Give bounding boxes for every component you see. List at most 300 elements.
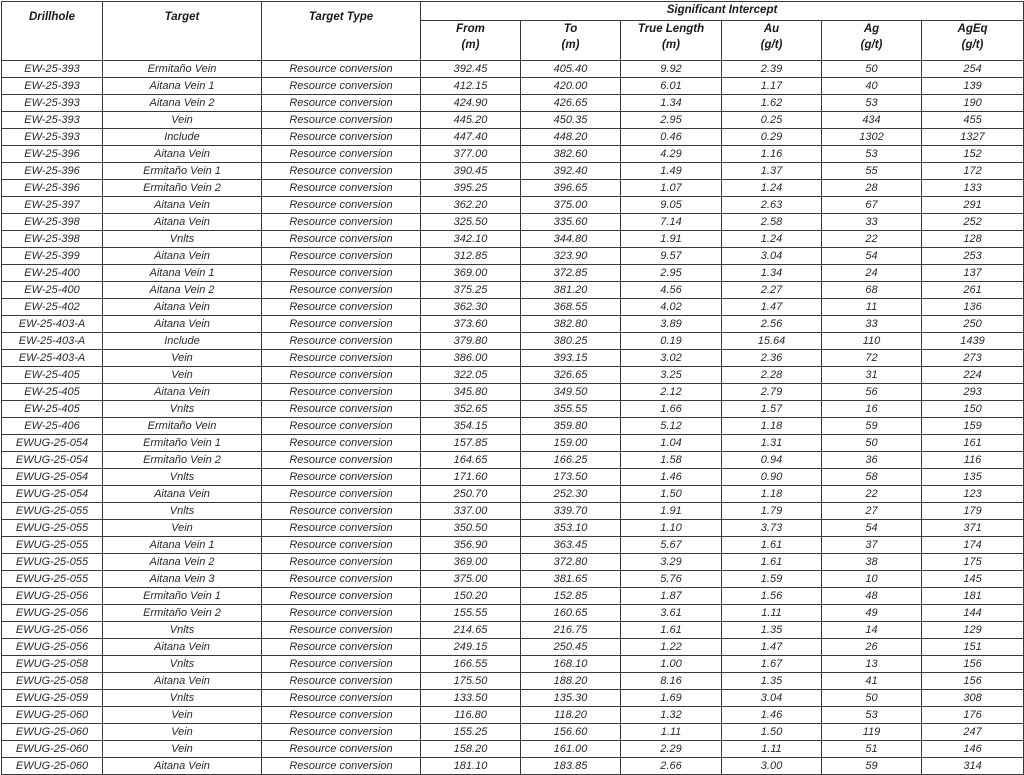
table-row: [2, 299, 1024, 316]
target-type-cell: Resource conversion: [262, 163, 421, 180]
au-cell: 1.67: [722, 656, 822, 673]
ag-cell: 50: [822, 690, 922, 707]
ag-cell: 33: [822, 214, 922, 231]
target-type-cell: Resource conversion: [262, 95, 421, 112]
table-row: [2, 350, 1024, 367]
to-cell: 252.30: [521, 486, 621, 503]
ag-cell: 40: [822, 78, 922, 95]
ag-cell: 22: [822, 486, 922, 503]
from-cell: 250.70: [421, 486, 521, 503]
ageq-cell: 139: [922, 78, 1024, 95]
au-cell: 2.79: [722, 384, 822, 401]
au-cell: 2.58: [722, 214, 822, 231]
table-row: [2, 656, 1024, 673]
drillhole-cell: EWUG-25-058: [2, 673, 103, 690]
ag-cell: 16: [822, 401, 922, 418]
target-type-cell: Resource conversion: [262, 741, 421, 758]
target-type-cell: Resource conversion: [262, 418, 421, 435]
drillhole-cell: EWUG-25-056: [2, 605, 103, 622]
target-type-cell: Resource conversion: [262, 656, 421, 673]
au-cell: 2.39: [722, 61, 822, 78]
true-length-cell: 1.61: [621, 622, 722, 639]
table-row: [2, 316, 1024, 333]
ageq-cell: 371: [922, 520, 1024, 537]
to-cell: 183.85: [521, 758, 621, 775]
drillhole-cell: EW-25-398: [2, 231, 103, 248]
table-row: [2, 180, 1024, 197]
au-cell: 1.56: [722, 588, 822, 605]
true-length-header: [621, 20, 722, 60]
target-type-cell: Resource conversion: [262, 180, 421, 197]
target-cell: Vein: [103, 520, 262, 537]
target-type-cell: Resource conversion: [262, 299, 421, 316]
ageq-cell: 144: [922, 605, 1024, 622]
target-type-cell: Resource conversion: [262, 452, 421, 469]
from-unit: (m): [461, 38, 480, 51]
drillhole-cell: EW-25-403-A: [2, 316, 103, 333]
ageq-cell: 1327: [922, 129, 1024, 146]
drillhole-cell: EWUG-25-060: [2, 707, 103, 724]
target-type-header: Target Type: [262, 2, 421, 61]
target-type-cell: Resource conversion: [262, 486, 421, 503]
target-cell: Vein: [103, 350, 262, 367]
table-row: [2, 112, 1024, 129]
from-cell: 337.00: [421, 503, 521, 520]
true-length-cell: 1.46: [621, 469, 722, 486]
from-cell: 214.65: [421, 622, 521, 639]
au-cell: 1.24: [722, 231, 822, 248]
to-cell: 250.45: [521, 639, 621, 656]
true-length-cell: 2.66: [621, 758, 722, 775]
ageq-cell: 1439: [922, 333, 1024, 350]
au-cell: 2.36: [722, 350, 822, 367]
au-cell: 1.24: [722, 180, 822, 197]
target-header: Target: [103, 2, 262, 61]
to-cell: 381.20: [521, 282, 621, 299]
drillhole-cell: EW-25-396: [2, 163, 103, 180]
au-cell: 2.27: [722, 282, 822, 299]
significant-intercept-header: Significant Intercept: [421, 2, 1024, 21]
from-label: From: [456, 22, 485, 35]
target-type-cell: Resource conversion: [262, 758, 421, 775]
true-length-cell: 4.29: [621, 146, 722, 163]
ageq-cell: 254: [922, 61, 1024, 78]
to-cell: 405.40: [521, 61, 621, 78]
target-cell: Aitana Vein 3: [103, 571, 262, 588]
au-cell: 3.00: [722, 758, 822, 775]
from-cell: 312.85: [421, 248, 521, 265]
to-cell: 355.55: [521, 401, 621, 418]
ageq-cell: 273: [922, 350, 1024, 367]
ageq-cell: 123: [922, 486, 1024, 503]
from-cell: 249.15: [421, 639, 521, 656]
true-length-cell: 0.46: [621, 129, 722, 146]
to-cell: 396.65: [521, 180, 621, 197]
to-cell: 118.20: [521, 707, 621, 724]
ageq-cell: 291: [922, 197, 1024, 214]
au-cell: 1.35: [722, 622, 822, 639]
ag-cell: 31: [822, 367, 922, 384]
drillhole-cell: EWUG-25-059: [2, 690, 103, 707]
from-cell: 157.85: [421, 435, 521, 452]
intercepts-table: [1, 1, 1024, 775]
drillhole-cell: EWUG-25-054: [2, 452, 103, 469]
target-type-cell: Resource conversion: [262, 401, 421, 418]
true-length-cell: 1.69: [621, 690, 722, 707]
target-cell: Include: [103, 333, 262, 350]
ag-cell: 27: [822, 503, 922, 520]
ageq-cell: 247: [922, 724, 1024, 741]
table-row: [2, 486, 1024, 503]
drillhole-cell: EW-25-397: [2, 197, 103, 214]
to-cell: 382.60: [521, 146, 621, 163]
ageq-cell: 190: [922, 95, 1024, 112]
au-cell: 2.56: [722, 316, 822, 333]
ageq-cell: 181: [922, 588, 1024, 605]
from-cell: 386.00: [421, 350, 521, 367]
true-length-cell: 0.19: [621, 333, 722, 350]
from-cell: 345.80: [421, 384, 521, 401]
ageq-cell: 161: [922, 435, 1024, 452]
to-cell: 188.20: [521, 673, 621, 690]
target-cell: Aitana Vein 1: [103, 78, 262, 95]
au-cell: 1.34: [722, 265, 822, 282]
table-row: [2, 384, 1024, 401]
table-row: [2, 231, 1024, 248]
to-cell: 450.35: [521, 112, 621, 129]
drillhole-cell: EW-25-405: [2, 367, 103, 384]
target-type-cell: Resource conversion: [262, 537, 421, 554]
ag-cell: 56: [822, 384, 922, 401]
ageq-cell: 172: [922, 163, 1024, 180]
ageq-cell: 136: [922, 299, 1024, 316]
target-type-cell: Resource conversion: [262, 367, 421, 384]
ag-cell: 72: [822, 350, 922, 367]
from-cell: 369.00: [421, 554, 521, 571]
table-row: [2, 520, 1024, 537]
to-cell: 426.65: [521, 95, 621, 112]
drillhole-cell: EW-25-402: [2, 299, 103, 316]
ag-cell: 67: [822, 197, 922, 214]
table-row: [2, 690, 1024, 707]
au-cell: 0.29: [722, 129, 822, 146]
to-cell: 173.50: [521, 469, 621, 486]
table-row: [2, 129, 1024, 146]
target-type-cell: Resource conversion: [262, 112, 421, 129]
target-cell: Aitana Vein: [103, 197, 262, 214]
to-cell: 156.60: [521, 724, 621, 741]
ag-cell: 53: [822, 95, 922, 112]
to-cell: 392.40: [521, 163, 621, 180]
target-cell: Ermitaño Vein: [103, 418, 262, 435]
true-length-cell: 1.34: [621, 95, 722, 112]
table-row: [2, 588, 1024, 605]
from-cell: 155.25: [421, 724, 521, 741]
table-row: [2, 469, 1024, 486]
au-cell: 1.11: [722, 741, 822, 758]
table-row: [2, 435, 1024, 452]
drillhole-cell: EWUG-25-054: [2, 435, 103, 452]
true-length-cell: 1.04: [621, 435, 722, 452]
au-cell: 1.79: [722, 503, 822, 520]
from-cell: 352.65: [421, 401, 521, 418]
true-length-cell: 2.12: [621, 384, 722, 401]
drillhole-cell: EW-25-393: [2, 95, 103, 112]
table-row: [2, 265, 1024, 282]
true-length-cell: 3.29: [621, 554, 722, 571]
ageq-cell: 253: [922, 248, 1024, 265]
ageq-cell: 159: [922, 418, 1024, 435]
au-cell: 1.61: [722, 554, 822, 571]
drillhole-cell: EW-25-405: [2, 384, 103, 401]
from-cell: 181.10: [421, 758, 521, 775]
from-cell: 445.20: [421, 112, 521, 129]
target-cell: Vnlts: [103, 401, 262, 418]
au-cell: 1.61: [722, 537, 822, 554]
ag-cell: 54: [822, 248, 922, 265]
ag-cell: 22: [822, 231, 922, 248]
from-cell: 350.50: [421, 520, 521, 537]
ag-cell: 53: [822, 146, 922, 163]
target-type-cell: Resource conversion: [262, 333, 421, 350]
true-length-cell: 9.92: [621, 61, 722, 78]
ageq-cell: 146: [922, 741, 1024, 758]
ageq-cell: 314: [922, 758, 1024, 775]
from-cell: 373.60: [421, 316, 521, 333]
target-type-cell: Resource conversion: [262, 61, 421, 78]
true-length-cell: 7.14: [621, 214, 722, 231]
au-cell: 1.47: [722, 299, 822, 316]
ag-cell: 37: [822, 537, 922, 554]
from-cell: 390.45: [421, 163, 521, 180]
true-length-cell: 6.01: [621, 78, 722, 95]
ageq-cell: 252: [922, 214, 1024, 231]
ageq-cell: 179: [922, 503, 1024, 520]
table-row: [2, 95, 1024, 112]
au-cell: 1.62: [722, 95, 822, 112]
true-length-cell: 5.67: [621, 537, 722, 554]
ageq-cell: 156: [922, 673, 1024, 690]
drillhole-cell: EWUG-25-054: [2, 469, 103, 486]
ag-cell: 59: [822, 418, 922, 435]
from-cell: 392.45: [421, 61, 521, 78]
ag-cell: 11: [822, 299, 922, 316]
ageq-cell: 116: [922, 452, 1024, 469]
target-type-cell: Resource conversion: [262, 707, 421, 724]
drillhole-cell: EWUG-25-055: [2, 571, 103, 588]
ag-cell: 110: [822, 333, 922, 350]
au-cell: 1.18: [722, 486, 822, 503]
target-type-cell: Resource conversion: [262, 673, 421, 690]
from-cell: 379.80: [421, 333, 521, 350]
true-length-cell: 2.95: [621, 112, 722, 129]
to-cell: 393.15: [521, 350, 621, 367]
target-type-cell: Resource conversion: [262, 129, 421, 146]
ag-cell: 48: [822, 588, 922, 605]
from-cell: 322.05: [421, 367, 521, 384]
to-cell: 152.85: [521, 588, 621, 605]
ag-cell: 53: [822, 707, 922, 724]
table-row: [2, 503, 1024, 520]
au-cell: 1.18: [722, 418, 822, 435]
true-length-cell: 4.02: [621, 299, 722, 316]
au-cell: 1.35: [722, 673, 822, 690]
au-header: [722, 20, 822, 60]
ag-cell: 41: [822, 673, 922, 690]
ag-cell: 26: [822, 639, 922, 656]
ageq-cell: 150: [922, 401, 1024, 418]
ageq-cell: 175: [922, 554, 1024, 571]
table-row: [2, 622, 1024, 639]
ag-cell: 58: [822, 469, 922, 486]
true-length-cell: 1.07: [621, 180, 722, 197]
au-unit: (g/t): [760, 38, 783, 51]
from-cell: 375.00: [421, 571, 521, 588]
ag-cell: 28: [822, 180, 922, 197]
table-row: [2, 163, 1024, 180]
target-cell: Vein: [103, 367, 262, 384]
target-type-cell: Resource conversion: [262, 605, 421, 622]
table-row: [2, 146, 1024, 163]
target-cell: Vnlts: [103, 231, 262, 248]
from-cell: 133.50: [421, 690, 521, 707]
au-cell: 3.73: [722, 520, 822, 537]
drillhole-cell: EWUG-25-056: [2, 622, 103, 639]
drillhole-cell: EW-25-396: [2, 180, 103, 197]
target-cell: Aitana Vein: [103, 316, 262, 333]
to-header: [521, 20, 621, 60]
target-type-cell: Resource conversion: [262, 214, 421, 231]
drillhole-header: Drillhole: [2, 2, 103, 61]
true-length-cell: 1.91: [621, 231, 722, 248]
to-cell: 344.80: [521, 231, 621, 248]
true-length-cell: 9.57: [621, 248, 722, 265]
drillhole-cell: EWUG-25-056: [2, 639, 103, 656]
target-cell: Aitana Vein: [103, 486, 262, 503]
target-cell: Ermitaño Vein 2: [103, 605, 262, 622]
true-length-cell: 4.56: [621, 282, 722, 299]
to-cell: 363.45: [521, 537, 621, 554]
to-cell: 216.75: [521, 622, 621, 639]
table-row: [2, 639, 1024, 656]
drillhole-cell: EWUG-25-060: [2, 758, 103, 775]
true-length-cell: 1.22: [621, 639, 722, 656]
to-cell: 381.65: [521, 571, 621, 588]
target-cell: Aitana Vein: [103, 758, 262, 775]
au-cell: 1.46: [722, 707, 822, 724]
target-cell: Vein: [103, 707, 262, 724]
ageq-unit: (g/t): [961, 38, 984, 51]
ageq-cell: 176: [922, 707, 1024, 724]
au-cell: 1.57: [722, 401, 822, 418]
from-cell: 412.15: [421, 78, 521, 95]
table-header: [2, 2, 1024, 61]
to-cell: 326.65: [521, 367, 621, 384]
table-row: [2, 707, 1024, 724]
ageq-cell: 151: [922, 639, 1024, 656]
target-type-cell: Resource conversion: [262, 265, 421, 282]
ag-cell: 24: [822, 265, 922, 282]
ag-cell: 51: [822, 741, 922, 758]
target-type-cell: Resource conversion: [262, 554, 421, 571]
from-cell: 375.25: [421, 282, 521, 299]
ageq-header: [922, 20, 1024, 60]
ageq-cell: 135: [922, 469, 1024, 486]
target-type-cell: Resource conversion: [262, 469, 421, 486]
au-cell: 3.04: [722, 248, 822, 265]
from-cell: 354.15: [421, 418, 521, 435]
au-cell: 0.94: [722, 452, 822, 469]
target-cell: Aitana Vein: [103, 214, 262, 231]
ag-cell: 38: [822, 554, 922, 571]
table-row: [2, 61, 1024, 78]
target-cell: Aitana Vein 1: [103, 265, 262, 282]
true-length-cell: 1.10: [621, 520, 722, 537]
from-cell: 171.60: [421, 469, 521, 486]
ag-cell: 1302: [822, 129, 922, 146]
target-type-cell: Resource conversion: [262, 282, 421, 299]
ageq-cell: 261: [922, 282, 1024, 299]
au-cell: 15.64: [722, 333, 822, 350]
target-type-cell: Resource conversion: [262, 231, 421, 248]
ag-cell: 55: [822, 163, 922, 180]
ag-cell: 36: [822, 452, 922, 469]
to-cell: 160.65: [521, 605, 621, 622]
table-row: [2, 554, 1024, 571]
to-cell: 159.00: [521, 435, 621, 452]
to-cell: 448.20: [521, 129, 621, 146]
from-cell: 356.90: [421, 537, 521, 554]
to-cell: 380.25: [521, 333, 621, 350]
drillhole-cell: EW-25-393: [2, 129, 103, 146]
ageq-cell: 137: [922, 265, 1024, 282]
target-type-cell: Resource conversion: [262, 690, 421, 707]
ag-cell: 50: [822, 61, 922, 78]
table-row: [2, 214, 1024, 231]
target-cell: Ermitaño Vein 2: [103, 452, 262, 469]
true-length-cell: 1.66: [621, 401, 722, 418]
true-length-cell: 1.50: [621, 486, 722, 503]
ageq-cell: 308: [922, 690, 1024, 707]
true-length-cell: 1.32: [621, 707, 722, 724]
true-length-cell: 2.29: [621, 741, 722, 758]
target-type-cell: Resource conversion: [262, 78, 421, 95]
target-cell: Include: [103, 129, 262, 146]
target-cell: Aitana Vein 1: [103, 537, 262, 554]
target-cell: Vnlts: [103, 622, 262, 639]
true-length-cell: 3.02: [621, 350, 722, 367]
true-length-cell: 1.49: [621, 163, 722, 180]
to-cell: 420.00: [521, 78, 621, 95]
target-cell: Aitana Vein: [103, 248, 262, 265]
ageq-cell: 174: [922, 537, 1024, 554]
from-cell: 342.10: [421, 231, 521, 248]
target-cell: Aitana Vein 2: [103, 282, 262, 299]
to-cell: 168.10: [521, 656, 621, 673]
table-row: [2, 741, 1024, 758]
au-label: Au: [763, 22, 780, 35]
ag-cell: 10: [822, 571, 922, 588]
table-row: [2, 452, 1024, 469]
table-row: [2, 197, 1024, 214]
target-cell: Aitana Vein 2: [103, 95, 262, 112]
from-cell: 158.20: [421, 741, 521, 758]
table-row: [2, 758, 1024, 775]
to-cell: 166.25: [521, 452, 621, 469]
target-cell: Aitana Vein: [103, 146, 262, 163]
ag-cell: 13: [822, 656, 922, 673]
ag-cell: 59: [822, 758, 922, 775]
